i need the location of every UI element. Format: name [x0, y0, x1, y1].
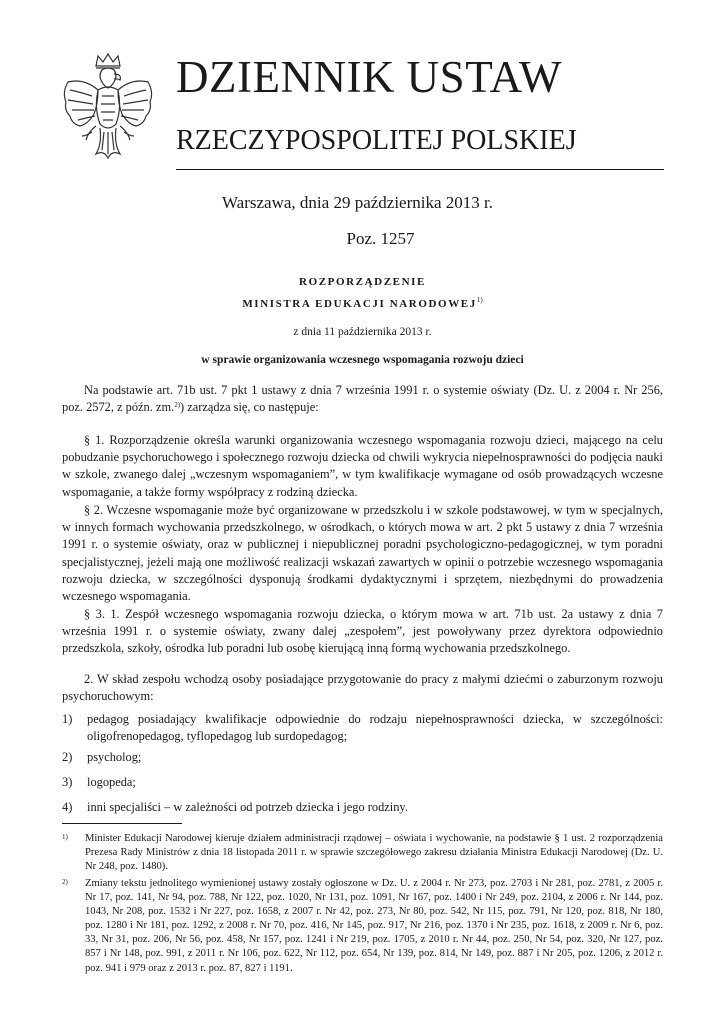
footnote-divider	[62, 823, 182, 824]
issue-position: Poz. 1257	[346, 229, 415, 248]
list-item-text: logopeda;	[87, 775, 136, 789]
footnote-text: Minister Edukacji Narodowej kieruje działem administracji rządowej – oświata i wychowanie, na podstawie § 1 ust. 2 rozporządzenia Prezesa Rady Ministrów z dnia 18 listopada 2011 r. w sprawie szczegółowego zakresu działania Ministra Edukacji Narodowej (Dz. U. Nr 248, poz. 1480).	[85, 833, 663, 873]
title-divider	[176, 169, 664, 170]
preamble-paragraph	[62, 382, 663, 416]
list-item	[62, 774, 663, 791]
list-item-text: inni specjaliści – w zależności od potrzeb dziecka i jego rodziny.	[87, 800, 408, 814]
list-item	[62, 711, 663, 745]
list-item-text: pedagog posiadający kwalifikacje odpowiednie do rodzaju niepełnosprawności dziecka, w szczególności: oligofrenopedagog, tyflopedagog lub surdopedagog;	[87, 712, 663, 744]
footnote-mark: 1)	[62, 833, 68, 841]
footnote-ref-2: 2)	[174, 401, 181, 410]
list-item-number: 3)	[62, 775, 73, 789]
section-3-1-paragraph: § 3. 1. Zespół wczesnego wspomagania rozwoju dziecka, o którym mowa w art. 71b ust. 2a ustawy z dnia 7 września 1991 r. o systemie oświaty, zwany dalej „zespołem”, jest powoływany przez dyrektora odpowiednio przedszkola, szkoły, ośrodka lub poradni lub osobę kierującą inną formą wychowania przedszkolnego.	[62, 607, 663, 656]
list-item-number: 1)	[62, 712, 73, 726]
section-3-2-paragraph: 2. W skład zespołu wchodzą osoby posiadające przygotowanie do pracy z małymi dziećmi o zaburzonym rozwoju psychoruchowym:	[62, 672, 663, 704]
list-item-number: 2)	[62, 750, 73, 764]
act-date: z dnia 11 października 2013 r.	[293, 326, 432, 338]
list-item	[62, 749, 663, 766]
journal-subtitle: RZECZYPOSPOLITEJ POLSKIEJ	[176, 125, 577, 156]
preamble-text: Na podstawie art. 71b ust. 7 pkt 1 ustawy z dnia 7 września 1991 r. o systemie oświaty (Dz. U. z 2004 r. Nr 256, poz. 2572, z późn. zm.	[62, 383, 663, 415]
list-item-number: 4)	[62, 800, 73, 814]
footnote-ref-1: 1)	[476, 296, 483, 304]
act-issuer-line	[0, 296, 725, 310]
act-subject: w sprawie organizowania wczesnego wspomagania rozwoju dzieci	[201, 354, 524, 366]
act-issuer: MINISTRA EDUKACJI NARODOWEJ	[242, 298, 477, 310]
footnote	[62, 877, 663, 976]
section-2-paragraph: § 2. Wczesne wspomaganie może być organizowane w przedszkolu i w szkole podstawowej, w tym w specjalnych, w innych formach wychowania przedszkolnego, w ośrodkach, o których mowa w art. 2 pkt 5 ustawy z dnia 7 września 1991 r. o systemie oświaty, oraz w publicznej i niepublicznej poradni psychologiczno-pedagogicznej, w tym poradni specjalistycznej, jeżeli mają one możliwość realizacji wskazań zawartych w opinii o potrzebie wczesnego wspomagania rozwoju dziecka, w szczególności dysponują środkami dydaktycznymi i sprzętem, niezbędnymi do prowadzenia wczesnego wspomagania.	[62, 503, 663, 604]
footnote-mark: 2)	[62, 878, 68, 886]
section-1-paragraph: § 1. Rozporządzenie określa warunki organizowania wczesnego wspomagania rozwoju dzieci, mającego na celu pobudzanie psychoruchowego i społecznego rozwoju dziecka od chwili wykrycia niepełnosprawności do podjęcia nauki w szkole, zwanego dalej „wczesnym wspomaganiem”, w tym kwalifikacje wymagane od osób prowadzących wczesne wspomaganie, a także formy współpracy z rodziną dziecka.	[62, 433, 663, 499]
journal-title: DZIENNIK USTAW	[176, 52, 562, 102]
issue-dateline: Warszawa, dnia 29 października 2013 r.	[222, 193, 493, 212]
preamble-text-end: ) zarządza się, co następuje:	[180, 400, 319, 415]
footnote-text: Zmiany tekstu jednolitego wymienionej ustawy zostały ogłoszone w Dz. U. z 2004 r. Nr 273, poz. 2703 i Nr 281, poz. 2781, z 2005 r. Nr 17, poz. 141, Nr 94, poz. 788, Nr 122, poz. 1020, Nr 131, poz. 1091, Nr 167, poz. 1400 i Nr 249, poz. 2104, z 2006 r. Nr 144, poz. 1043, Nr 208, poz. 1532 i Nr 227, poz. 1658, z 2007 r. Nr 42, poz. 273, Nr 80, poz. 542, Nr 115, poz. 791, Nr 120, poz. 818, Nr 180, poz. 1280 i Nr 181, poz. 1292, z 2008 r. Nr 70, poz. 416, Nr 145, poz. 917, Nr 216, poz. 1370 i Nr 235, poz. 1618, z 2009 r. Nr 6, poz. 33, Nr 31, poz. 206, Nr 56, poz. 458, Nr 157, poz. 1241 i Nr 219, poz. 1705, z 2010 r. Nr 44, poz. 250, Nr 54, poz. 320, Nr 127, poz. 857 i Nr 148, poz. 991, z 2011 r. Nr 106, poz. 622, Nr 112, poz. 654, Nr 139, poz. 814, Nr 149, poz. 887 i Nr 205, poz. 1206, z 2012 r. poz. 941 i 979 oraz z 2013 r. poz. 87, 827 i 1191.	[85, 878, 663, 974]
act-type: ROZPORZĄDZENIE	[299, 276, 426, 288]
list-item-text: psycholog;	[87, 750, 142, 764]
footnote	[62, 832, 663, 874]
eagle-emblem-icon	[58, 52, 158, 162]
list-item	[62, 799, 663, 816]
